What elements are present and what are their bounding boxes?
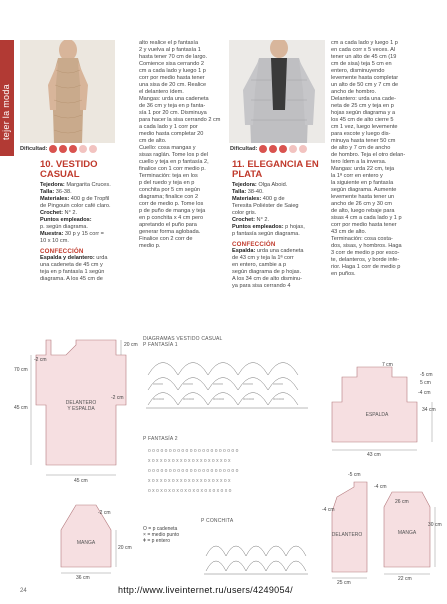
pattern-specs	[40, 182, 136, 245]
text-line: Cuello: cosa mangas y	[139, 145, 196, 151]
svg-text:ooooo: ooooo	[243, 396, 255, 401]
text-line: ancho de hombro.	[331, 89, 377, 95]
text-line: una sisa de 20 cm. Realice	[139, 82, 207, 88]
text-line: la siguiente en p fantasía	[331, 180, 394, 186]
text-line: corr por medio hasta tener	[331, 222, 397, 228]
dim-label: -4 cm	[418, 390, 431, 396]
text-line: tero ídem a la inversa.	[331, 159, 387, 165]
text-line: p fantasía según diagrama.	[232, 231, 300, 237]
text-line: hasta tener 70 cm de largo.	[139, 54, 208, 60]
svg-text:o o o o o o o o o o o o o o o: o o o o o o o o o o o o o o o o o o o o o o	[148, 468, 239, 474]
difficulty-dot	[69, 145, 77, 153]
difficulty-label: Dificultad:	[20, 146, 48, 152]
dim-label: -2 cm	[111, 395, 124, 401]
jacket-schematic	[322, 362, 447, 592]
legend-item: O = p cadeneta	[143, 526, 178, 532]
text-line: tener un alto de 45 cm (19	[331, 54, 397, 60]
text-line: los 45 cm de alto cierre 5	[331, 117, 394, 123]
text-line: sisas 4 cm a cada lado y 1 p	[331, 215, 402, 221]
dim-label: -2 cm	[34, 357, 47, 363]
text-line: diagrama. A los 45 cm de	[40, 276, 103, 282]
text-line: en entero, cambie a p	[232, 262, 287, 268]
text-line: cm 1 vez, luego levemente	[331, 124, 398, 130]
text-line: cm de alto.	[139, 138, 167, 144]
difficulty-dot	[289, 145, 297, 153]
difficulty-dot	[259, 145, 267, 153]
text-line: generar forma aglobada.	[139, 229, 201, 235]
text-line: apretando el puño para	[139, 222, 197, 228]
svg-text:x o x x o x o x x o x o x x o: x o x x o x o x x o x o x x o x o x x o x	[148, 458, 231, 464]
dim-label: 34 cm	[422, 407, 436, 413]
difficulty-dot	[59, 145, 67, 153]
text-line: en cada corr x 5 veces. Al	[331, 47, 396, 53]
text-line: Teresita Poliéster de Saieg	[232, 203, 299, 209]
section-tab-label: tejer la moda	[1, 84, 11, 140]
dim-label: 5 cm	[420, 380, 431, 386]
pattern-title: PLATA	[232, 169, 263, 180]
text-line: Terminación: cosa costa-	[331, 236, 393, 242]
text-line: 2 y vuelva al p fantasía 1	[139, 47, 201, 53]
crochet-diagrams	[143, 336, 315, 586]
text-line: levemente hasta tener un	[331, 194, 395, 200]
dim-label: 25 cm	[337, 580, 351, 586]
conchita-chart	[201, 526, 311, 578]
text-line: un alto de 50 cm y 7 cm de	[331, 82, 399, 88]
source-url: http://www.liveinternet.ru/users/4249054/	[118, 585, 293, 595]
dim-label: -2 cm	[98, 510, 111, 516]
difficulty-dot	[269, 145, 277, 153]
cardigan-photo	[229, 40, 325, 143]
section-tab	[0, 40, 14, 156]
difficulty-rating	[230, 145, 307, 153]
text-line: corr por medio hasta tener	[139, 75, 205, 81]
text-line: Puntos empleados: p hojas,	[232, 224, 305, 230]
text-line: p del ruedo y teja en p	[139, 180, 195, 186]
pattern-10-instructions	[139, 40, 225, 250]
svg-text:xxxxx: xxxxx	[243, 381, 253, 386]
text-line: de alto, luego rebaje para	[331, 208, 395, 214]
dim-label: 70 cm	[14, 367, 28, 373]
pattern-specs	[232, 182, 324, 238]
pattern-title: CASUAL	[40, 169, 80, 180]
text-line: en p conchita x 4 cm pero	[139, 215, 204, 221]
text-line: Talla: 36-38.	[40, 189, 72, 195]
front-back-label: DELANTERO Y ESPALDA	[65, 400, 97, 412]
legend-item: × = medio punto	[143, 532, 180, 538]
text-line: hojas según diagrama y a	[331, 110, 396, 116]
dim-label: 22 cm	[398, 576, 412, 582]
confeccion-text	[232, 248, 324, 290]
fantasia-2-chart	[143, 444, 315, 502]
pattern-title: 11. ELEGANCIA EN	[232, 159, 319, 170]
text-line: cuello y teja en p fantasía 2,	[139, 159, 209, 165]
text-line: diagrama; finalice con 2	[139, 194, 199, 200]
confeccion-heading: CONFECCIÓN	[232, 241, 276, 248]
text-line: 3 corr de medio p por esco-	[331, 250, 400, 256]
dim-label: -4 cm	[374, 484, 387, 490]
text-line: Espalda y delantero: urda	[40, 255, 108, 261]
text-line: conchita por 5 cm según	[139, 187, 200, 193]
text-line: según diagrama. Aumente	[331, 187, 397, 193]
svg-text:x o x x o x o x x o x o x x o: x o x x o x o x x o x o x x o x o x x o x	[148, 478, 231, 484]
text-line: Finalice con 2 corr de	[139, 236, 193, 242]
svg-text:ooooo: ooooo	[273, 396, 285, 401]
dim-label: -5 cm	[348, 472, 361, 478]
text-line: color gris.	[232, 210, 257, 216]
page-number: 24	[20, 588, 27, 594]
text-line: en puños.	[331, 271, 356, 277]
text-line: entero, disminuyendo	[331, 68, 385, 74]
text-line: Crochet: N° 2.	[232, 217, 270, 223]
text-line: levemente hasta completar	[331, 75, 399, 81]
svg-text:xxxxx: xxxxx	[213, 381, 223, 386]
difficulty-dot	[49, 145, 57, 153]
text-line: la 1ª corr en entero y	[331, 173, 383, 179]
pattern-11-instructions	[331, 40, 421, 278]
text-line: p. según diagrama.	[40, 224, 88, 230]
dim-label: -5 cm	[420, 372, 433, 378]
text-line: Tejedora: Margarita Cruces.	[40, 182, 111, 188]
text-line: medio p.	[139, 243, 161, 249]
text-line: el delantero ídem.	[139, 89, 184, 95]
text-line: p de puño de manga y teja	[139, 208, 206, 214]
dress-photo	[20, 40, 115, 143]
text-line: Crochet: N° 2.	[40, 210, 78, 216]
text-line: Mangas: urda una cadeneta	[139, 96, 209, 102]
diagrams-title: DIAGRAMAS VESTIDO CASUAL	[143, 336, 223, 342]
text-line: sía 1 por 20 cm. Disminuya	[139, 110, 207, 116]
dim-label: 26 cm	[395, 499, 409, 505]
text-line: Puntos empleados:	[40, 217, 92, 223]
text-line: de 43 cm y teja la 1ª corr	[232, 255, 294, 261]
dim-label: 7 cm	[382, 362, 393, 368]
dim-label: 45 cm	[74, 478, 88, 484]
text-line: cm a cada lado y luego 1 p	[331, 40, 398, 46]
svg-text:xxxxx: xxxxx	[183, 381, 193, 386]
sleeve-label: MANGA	[397, 530, 417, 536]
text-line: dos, sisas, y hombros. Haga	[331, 243, 402, 249]
text-line: Materiales: 400 g de	[232, 196, 285, 202]
text-line: 43 cm de alto.	[331, 229, 367, 235]
dim-label: 30 cm	[428, 522, 442, 528]
confeccion-text	[40, 255, 136, 283]
fantasia-2-title: P FANTASÍA 2	[143, 436, 178, 442]
text-line: finalice con 1 corr medio p.	[139, 166, 206, 172]
text-line: medio hasta completar 20	[139, 131, 204, 137]
text-line: ya para sisa cerrando 4	[232, 283, 291, 289]
text-line: Comience sisa cerrando 2	[139, 61, 204, 67]
conchita-title: P CONCHITA	[201, 518, 234, 524]
svg-text:o x o x o x o x o x o x o x o: o x o x o x o x o x o x o x o x o x o x o	[148, 488, 232, 494]
text-line: minuya hasta tener 50 cm	[331, 138, 396, 144]
text-line: neta de 25 cm y teja en p	[331, 103, 394, 109]
text-line: de 36 cm y teja en p fanta-	[139, 103, 206, 109]
sleeve-label: MANGA	[76, 540, 96, 546]
dim-label: 36 cm	[76, 575, 90, 581]
text-line: de alto y 7 cm de ancho	[331, 145, 391, 151]
back-label: ESPALDA	[365, 412, 389, 418]
dim-label: -4 cm	[322, 507, 335, 513]
difficulty-label: Dificultad:	[230, 146, 258, 152]
dim-label: 20 cm	[124, 342, 138, 348]
fantasia-1-chart	[143, 350, 315, 412]
text-line: rior. Haga 1 corr de medio p	[331, 264, 401, 270]
pattern-11-column	[232, 160, 324, 290]
text-line: para hacer la sisa cerrando 2 cm	[139, 117, 221, 123]
svg-text:ooooo: ooooo	[213, 396, 225, 401]
svg-text:o o o o o o o o o o o o o o o: o o o o o o o o o o o o o o o o o o o o o o	[148, 448, 239, 454]
svg-text:ooooo: ooooo	[153, 396, 165, 401]
svg-text:ooooo: ooooo	[183, 396, 195, 401]
text-line: una cadeneta de 45 cm y	[40, 262, 103, 268]
stitch-legend	[143, 526, 179, 544]
text-line: a cada lado y 1 corr por	[139, 124, 198, 130]
text-line: Muestra: 30 p y 15 corr =	[40, 231, 104, 237]
text-line: Espalda: urda una cadeneta	[232, 248, 304, 254]
dress-schematic	[16, 335, 141, 585]
text-line: cm de sisa) teja 5 cm en	[331, 61, 392, 67]
dim-label: 20 cm	[118, 545, 132, 551]
text-line: 10 x 10 cm.	[40, 238, 69, 244]
text-line: cm a cada lado y luego 1 p	[139, 68, 206, 74]
difficulty-dot	[89, 145, 97, 153]
text-line: te, delanteros, y borde infe-	[331, 257, 400, 263]
fantasia-1-title: P FANTASÍA 1	[143, 342, 178, 348]
difficulty-dot	[299, 145, 307, 153]
confeccion-heading: CONFECCIÓN	[40, 248, 84, 255]
text-line: Materiales: 400 g de Tropfil	[40, 196, 110, 202]
text-line: Mangas: urda 22 cm, teja	[331, 166, 395, 172]
text-line: teja en p fantasía 1 según	[40, 269, 105, 275]
text-line: sisas raglán. Tome los p del	[139, 152, 208, 158]
text-line: ancho de 26 cm y 30 cm	[331, 201, 392, 207]
legend-item: ǂ = p entero	[143, 538, 170, 544]
svg-text:xxxxx: xxxxx	[273, 381, 283, 386]
text-line: A los 34 cm de alto disminu-	[232, 276, 302, 282]
svg-text:xxxxx: xxxxx	[153, 381, 163, 386]
difficulty-dot	[79, 145, 87, 153]
text-line: Talla: 38-40.	[232, 189, 264, 195]
text-line: según diagrama de p hojas.	[232, 269, 302, 275]
text-line: alto realice el p fantasía	[139, 40, 199, 46]
difficulty-rating	[20, 145, 97, 153]
dim-label: 43 cm	[367, 452, 381, 458]
front-label: DELANTERO	[331, 532, 363, 538]
text-line: Terminación: teja en los	[139, 173, 198, 179]
text-line: para escote y luego dis-	[331, 131, 391, 137]
text-line: de Pingouin color café claro.	[40, 203, 111, 209]
text-line: Delantero: urda una cade-	[331, 96, 396, 102]
text-line: corr de medio p. Tome los	[139, 201, 204, 207]
text-line: de hombro. Teja el otro delan-	[331, 152, 406, 158]
pattern-title: 10. VESTIDO	[40, 159, 98, 170]
dim-label: 45 cm	[14, 405, 28, 411]
difficulty-dot	[279, 145, 287, 153]
pattern-10-column	[40, 160, 136, 283]
text-line: Tejedora: Olga Aboid.	[232, 182, 288, 188]
